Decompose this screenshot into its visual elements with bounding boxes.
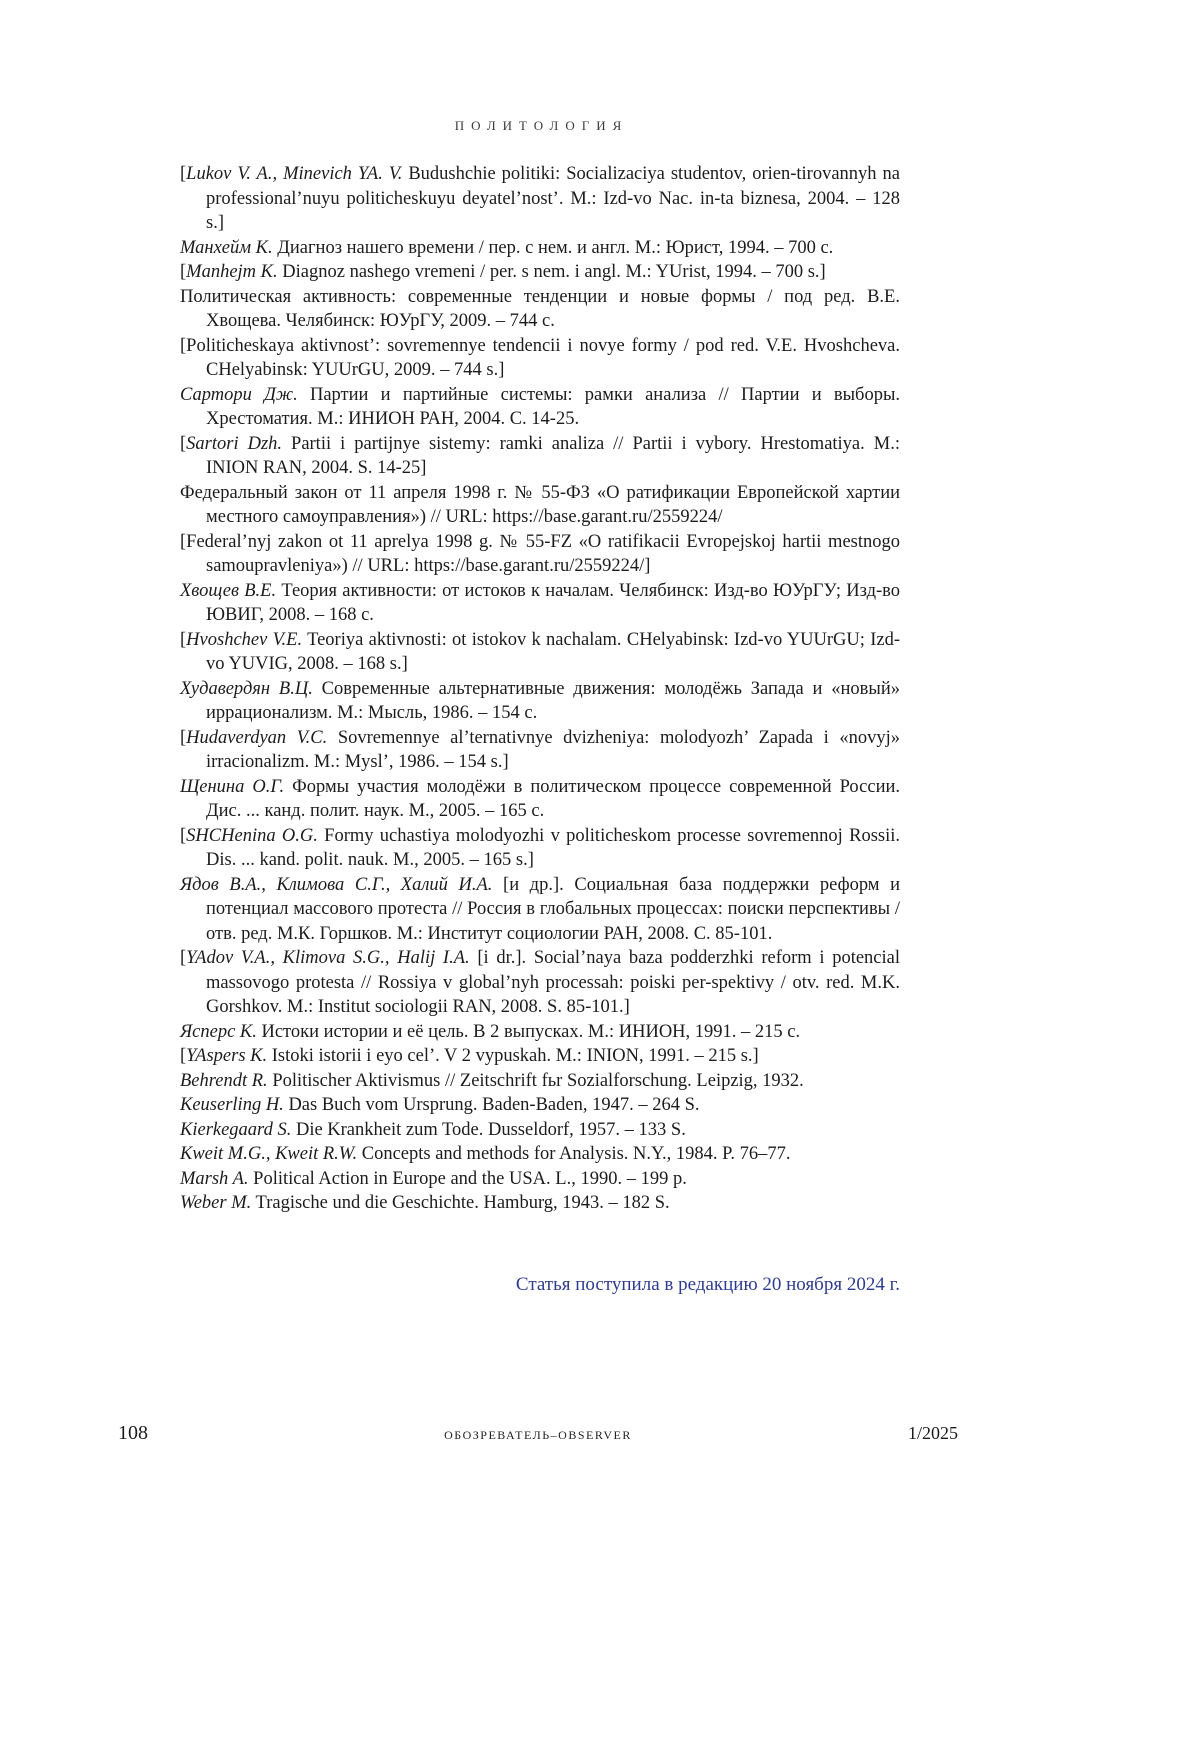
- reference-entry: [180, 1118, 900, 1143]
- reference-entry: [180, 285, 900, 334]
- reference-entry: [180, 873, 900, 947]
- reference-entry: [180, 1020, 900, 1045]
- reference-entry: [180, 1191, 900, 1216]
- reference-text: Diagnoz nashego vremeni / per. s nem. i angl. M.: YUrist, 1994. – 700 s.]: [277, 262, 826, 282]
- reference-authors: Weber M.: [180, 1193, 252, 1213]
- reference-authors: Манхейм К.: [180, 237, 273, 258]
- reference-authors: Сартори Дж.: [180, 384, 298, 405]
- reference-text: Диагноз нашего времени / пер. с нем. и англ. М.: Юрист, 1994. – 700 с.: [272, 237, 834, 258]
- reference-text: Политическая активность: современные тенденции и новые формы / под ред. В.Е. Хвощева. Челябинск: ЮУрГУ, 2009. – 744 с.: [180, 286, 900, 331]
- reference-text: Sovremennye al’ternativnye dvizheniya: molodyozh’ Zapada i «novyj» irracionalizm. M.: Mysl’, 1986. – 154 s.]: [206, 727, 900, 772]
- reference-text: Истоки истории и её цель. В 2 выпусках. М.: ИНИОН, 1991. – 215 с.: [256, 1021, 801, 1042]
- reference-text: [Federal’nyj zakon ot 11 aprelya 1998 g. № 55-FZ «O ratifikacii Evropejskoj hartii mestnogo samoupravleniya») // URL: https://base.garant.ru/2559224/]: [180, 531, 900, 576]
- reference-entry: [180, 677, 900, 726]
- reference-authors: Marsh A.: [180, 1168, 249, 1189]
- reference-text: [i dr.]. Social’naya baza podderzhki reform i potencial massovogo protesta // Rossiya v global’nyh processah: poiski per-spektivy / otv. red. M.K. Gorshkov. M.: Institut sociologii RAN, 2008. S. 85-101.]: [206, 948, 900, 1017]
- issue-number: 1/2025: [908, 1423, 959, 1443]
- reference-authors: Хвощев В.Е.: [180, 580, 277, 601]
- page-number: 108: [118, 1422, 148, 1444]
- reference-entry: [180, 1142, 900, 1167]
- reference-text: Формы участия молодёжи в политическом процессе современной России. Дис. ... канд. полит. наук. М., 2005. – 165 с.: [206, 776, 900, 821]
- reference-entry: [180, 1044, 900, 1069]
- reference-authors: Ядов В.А., Климова С.Г., Халий И.А.: [180, 874, 493, 895]
- reference-text: Political Action in Europe and the USA. L., 1990. – 199 p.: [248, 1168, 687, 1189]
- reference-authors: Keuserling H.: [180, 1095, 284, 1115]
- reference-bracket: [: [180, 164, 187, 184]
- reference-text: Современные альтернативные движения: молодёжь Запада и «новый» иррационализм. М.: Мысль, 1986. – 154 с.: [206, 678, 900, 723]
- reference-entry: [180, 432, 900, 481]
- reference-authors: Lukov V. A., Minevich YA. V.: [186, 164, 403, 184]
- reference-authors: YAspers K.: [186, 1046, 268, 1066]
- reference-text: Tragische und die Geschichte. Hamburg, 1943. – 182 S.: [251, 1193, 670, 1213]
- reference-text: Formy uchastiya molodyozhi v politicheskom processe sovremennoj Rossii. Dis. ... kand. polit. nauk. M., 2005. – 165 s.]: [206, 825, 900, 870]
- reference-authors: Худавердян В.Ц.: [180, 678, 313, 699]
- reference-entry: [180, 236, 900, 261]
- reference-entry: [180, 383, 900, 432]
- reference-text: Budushchie politiki: Socializaciya studentov, orien-tirovannyh na professional’nuyu politicheskuyu deyatel’nost’. M.: Izd-vo Nac. in-ta biznesa, 2004. – 128 s.]: [206, 164, 900, 233]
- section-heading: ПОЛИТОЛОГИЯ: [454, 118, 629, 133]
- reference-authors: Behrendt R.: [180, 1070, 268, 1091]
- reference-bracket: [: [180, 262, 187, 282]
- reference-text: Теория активности: от истоков к началам. Челябинск: Изд-во ЮУрГУ; Изд-во ЮВИГ, 2008. – 168 с.: [206, 580, 900, 625]
- reference-entry: [180, 1167, 900, 1192]
- reference-bracket: [: [180, 433, 187, 454]
- reference-authors: YAdov V.A., Klimova S.G., Halij I.A.: [186, 948, 470, 968]
- reference-bracket: [: [180, 727, 187, 748]
- reference-text: Das Buch vom Ursprung. Baden-Baden, 1947. – 264 S.: [283, 1095, 700, 1115]
- reference-entry: [180, 334, 900, 383]
- received-note: Статья поступила в редакцию 20 ноября 2024 г.: [515, 1273, 900, 1295]
- reference-authors: Hudaverdyan V.C.: [186, 727, 328, 748]
- reference-entry: [180, 260, 900, 285]
- reference-entry: [180, 162, 900, 236]
- reference-text: [Politicheskaya aktivnost’: sovremennye tendencii i novye formy / pod red. V.E. Hvoshcheva. CHelyabinsk: YUUrGU, 2009. – 744 s.]: [180, 335, 900, 380]
- reference-authors: Щенина О.Г.: [180, 776, 285, 797]
- reference-text: Istoki istorii i eyo cel’. V 2 vypuskah. M.: INION, 1991. – 215 s.]: [267, 1046, 759, 1066]
- reference-text: Федеральный закон от 11 апреля 1998 г. № 55-ФЗ «О ратификации Европейской хартии местного самоуправления») // URL: https://base.garant.ru/2559224/: [180, 482, 900, 527]
- reference-entry: [180, 1093, 900, 1118]
- reference-text: Politischer Aktivismus // Zeitschrift fьr Sozialforschung. Leipzig, 1932.: [267, 1070, 804, 1091]
- reference-entry: [180, 726, 900, 775]
- reference-text: [и др.]. Социальная база поддержки реформ и потенциал массового протеста // Россия в глобальных процессах: поиски перспективы / отв. ред. М.К. Горшков. М.: Институт социологии РАН, 2008. С. 85-101.: [206, 874, 900, 944]
- reference-authors: Manhejm K.: [186, 262, 278, 282]
- journal-title: ОБОЗРЕВАТЕЛЬ–OBSERVER: [444, 1428, 632, 1442]
- reference-entry: [180, 481, 900, 530]
- reference-entry: [180, 628, 900, 677]
- reference-authors: SHCHenina O.G.: [186, 825, 318, 846]
- reference-text: Partii i partijnye sistemy: ramki analiza // Partii i vybory. Hrestomatiya. M.: INION RAN, 2004. S. 14-25]: [206, 433, 900, 478]
- references-list: [180, 162, 900, 1216]
- reference-authors: Kierkegaard S.: [180, 1119, 292, 1140]
- reference-authors: Ясперс К.: [180, 1021, 257, 1042]
- reference-text: Teoriya aktivnosti: ot istokov k nachalam. CHelyabinsk: Izd-vo YUUrGU; Izd-vo YUVIG, 2008. – 168 s.]: [206, 629, 900, 674]
- reference-entry: [180, 824, 900, 873]
- reference-authors: Kweit M.G., Kweit R.W.: [180, 1144, 358, 1164]
- reference-entry: [180, 946, 900, 1020]
- reference-entry: [180, 1069, 900, 1094]
- reference-bracket: [: [180, 948, 187, 968]
- reference-text: Concepts and methods for Analysis. N.Y., 1984. P. 76–77.: [357, 1144, 791, 1164]
- reference-authors: Sartori Dzh.: [186, 433, 283, 454]
- reference-entry: [180, 775, 900, 824]
- reference-text: Партии и партийные системы: рамки анализа // Партии и выборы. Хрестоматия. М.: ИНИОН РАН, 2004. С. 14-25.: [206, 384, 901, 429]
- page-footer: [118, 1422, 958, 1445]
- reference-bracket: [: [180, 629, 187, 650]
- reference-bracket: [: [180, 825, 187, 846]
- reference-entry: [180, 579, 900, 628]
- reference-authors: Hvoshchev V.E.: [186, 629, 303, 650]
- reference-bracket: [: [180, 1046, 187, 1066]
- page-content: [118, 0, 958, 1296]
- reference-text: Die Krankheit zum Tode. Dusseldorf, 1957. – 133 S.: [291, 1119, 686, 1140]
- reference-entry: [180, 530, 900, 579]
